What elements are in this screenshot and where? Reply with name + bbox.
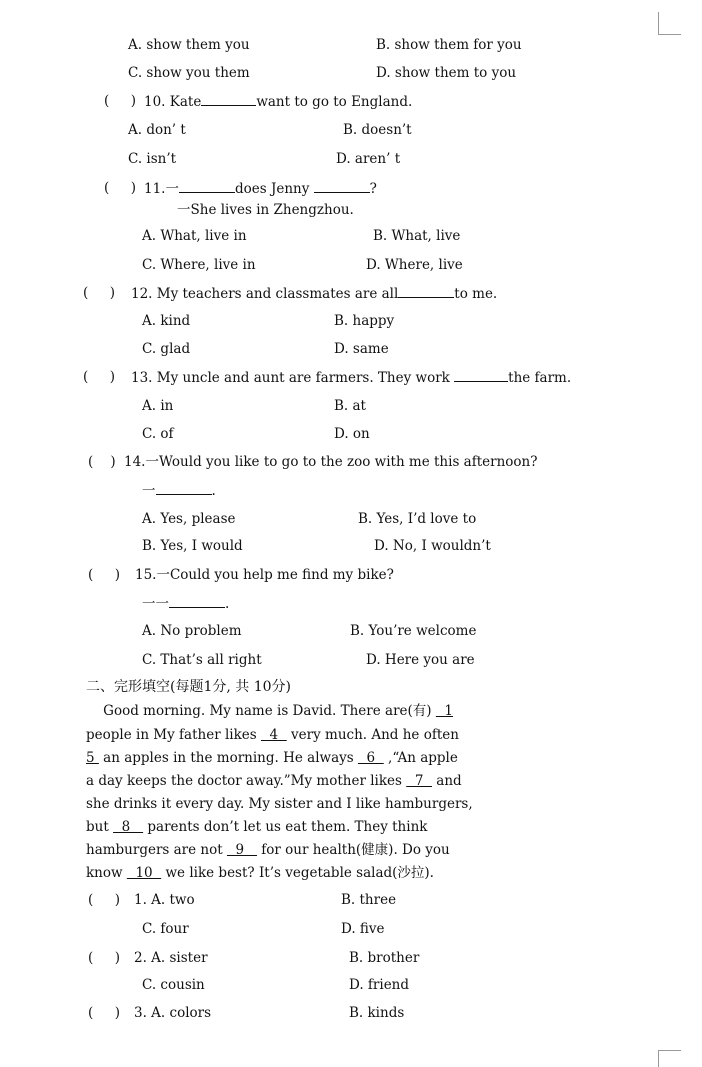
section2-heading: 二、完形填空(每题1分, 共 10分) <box>86 679 291 695</box>
passage-blank-1: 1 <box>435 703 454 719</box>
q14-answer-paren: ( ) <box>88 454 116 470</box>
q14-reply <box>142 482 216 499</box>
q9-option-d: D. show them to you <box>376 65 517 81</box>
q11-stem-post: ? <box>369 181 377 197</box>
passage-text: and <box>432 773 462 789</box>
cq1-option-b: B. three <box>341 892 397 908</box>
q12-stem-pre: 12. My teachers and classmates are all <box>131 286 399 302</box>
q11-reply: 一She lives in Zhengzhou. <box>177 202 354 218</box>
cq2-answer-paren: ( ) <box>88 950 120 966</box>
q13-stem-pre: 13. My uncle and aunt are farmers. They work <box>131 370 455 386</box>
cq2-option-c: C. cousin <box>142 977 205 993</box>
q12-option-d: D. same <box>334 341 389 357</box>
q12-option-b: B. happy <box>334 313 395 329</box>
q13-stem <box>131 369 571 386</box>
passage-blank-8: 8 <box>113 819 144 835</box>
passage-text: people in My father likes <box>86 727 261 743</box>
corner-mark-top-right <box>658 12 681 35</box>
cq1-option-a: 1. A. two <box>134 892 195 908</box>
q13-blank <box>454 369 508 382</box>
passage-line-6 <box>86 819 427 835</box>
cq1-option-d: D. five <box>341 921 385 937</box>
passage-text: parents don’t let us eat them. They think <box>143 819 428 835</box>
q10-option-b: B. doesn’t <box>343 122 412 138</box>
q11-option-c: C. Where, live in <box>142 257 256 273</box>
passage-text: we like best? It’s vegetable salad(沙拉). <box>161 865 434 881</box>
q11-stem-mid: does Jenny <box>234 181 314 197</box>
passage-text: very much. And he often <box>286 727 459 743</box>
passage-blank-6: 6 <box>357 750 384 766</box>
q15-answer-paren: ( ) <box>88 567 120 583</box>
passage-line-7 <box>86 842 450 858</box>
passage-text: hamburgers are not <box>86 842 227 858</box>
q15-option-a: A. No problem <box>142 623 242 639</box>
q14-option-d: D. No, I wouldn’t <box>374 538 491 554</box>
passage-line-8 <box>86 865 434 881</box>
q14-stem: 14.一Would you like to go to the zoo with me this afternoon? <box>124 454 538 470</box>
q10-blank <box>201 93 256 106</box>
q11-answer-paren: ( ) <box>104 180 136 196</box>
passage-text: an apples in the morning. He always <box>98 750 358 766</box>
q14-option-b: B. Yes, I’d love to <box>358 511 477 527</box>
passage-text: but <box>86 819 114 835</box>
q10-stem-pre: 10. Kate <box>144 94 202 110</box>
q11-stem <box>144 180 377 197</box>
cq3-option-a: 3. A. colors <box>134 1005 212 1021</box>
q15-blank <box>169 595 225 608</box>
passage-line-2 <box>86 727 459 743</box>
q12-stem-post: to me. <box>454 286 498 302</box>
q15-option-b: B. You’re welcome <box>350 623 477 639</box>
q11-stem-pre: 11.一 <box>144 181 179 197</box>
passage-line-1 <box>86 703 453 719</box>
q13-stem-post: the farm. <box>508 370 572 386</box>
passage-blank-7: 7 <box>406 773 432 789</box>
q11-option-b: B. What, live <box>373 228 461 244</box>
q10-stem <box>144 93 412 110</box>
q10-option-d: D. aren’ t <box>336 151 401 167</box>
q10-answer-paren: ( ) <box>104 93 136 109</box>
q9-option-c: C. show you them <box>128 65 250 81</box>
passage-text: for our health(健康). Do you <box>257 842 450 858</box>
q14-blank <box>156 482 212 495</box>
cq1-answer-paren: ( ) <box>88 892 120 908</box>
passage-blank-9: 9 <box>226 842 258 858</box>
q13-answer-paren: ( ) <box>83 369 115 385</box>
q14-reply-pre: 一 <box>142 483 156 499</box>
q12-stem <box>131 285 497 302</box>
passage-line-4 <box>86 773 462 789</box>
q14-option-a: A. Yes, please <box>142 511 236 527</box>
q12-blank <box>398 285 454 298</box>
cq2-option-a: 2. A. sister <box>134 950 208 966</box>
q10-option-c: C. isn’t <box>128 151 177 167</box>
passage-blank-10: 10 <box>126 865 162 881</box>
q13-option-a: A. in <box>142 398 174 414</box>
cq3-option-b: B. kinds <box>349 1005 405 1021</box>
q11-blank-2 <box>314 180 370 193</box>
q12-option-c: C. glad <box>142 341 191 357</box>
cq2-option-b: B. brother <box>349 950 420 966</box>
passage-text: a day keeps the doctor away.”My mother likes <box>86 773 407 789</box>
corner-mark-bottom-right <box>658 1050 681 1067</box>
q9-option-a: A. show them you <box>128 37 250 53</box>
q15-reply-post: . <box>225 596 230 612</box>
q15-option-c: C. That’s all right <box>142 652 262 668</box>
q12-option-a: A. kind <box>142 313 191 329</box>
cq3-answer-paren: ( ) <box>88 1005 120 1021</box>
q14-option-c: B. Yes, I would <box>142 538 243 554</box>
q12-answer-paren: ( ) <box>83 285 115 301</box>
q11-option-d: D. Where, live <box>366 257 463 273</box>
cq1-option-c: C. four <box>142 921 189 937</box>
passage-text: ,“An apple <box>383 750 458 766</box>
cq2-option-d: D. friend <box>349 977 410 993</box>
passage-text: know <box>86 865 127 881</box>
q11-blank-1 <box>179 180 235 193</box>
passage-blank-4: 4 <box>260 727 287 743</box>
q14-reply-post: . <box>211 483 216 499</box>
q10-stem-post: want to go to England. <box>256 94 413 110</box>
q11-option-a: A. What, live in <box>142 228 247 244</box>
q13-option-d: D. on <box>334 426 370 442</box>
passage-text: Good morning. My name is David. There are(有) <box>86 703 436 719</box>
q9-option-b: B. show them for you <box>376 37 522 53</box>
passage-line-5 <box>86 796 473 812</box>
passage-blank-5: 5 <box>86 750 99 766</box>
q10-option-a: A. don’ t <box>128 122 186 138</box>
q15-reply <box>142 595 229 612</box>
q13-option-c: C. of <box>142 426 174 442</box>
passage-line-3 <box>86 750 458 766</box>
q15-stem: 15.一Could you help me find my bike? <box>135 567 394 583</box>
q15-reply-pre: 一一 <box>142 596 169 612</box>
q15-option-d: D. Here you are <box>366 652 475 668</box>
q13-option-b: B. at <box>334 398 366 414</box>
passage-text: she drinks it every day. My sister and I like hamburgers, <box>86 796 473 812</box>
